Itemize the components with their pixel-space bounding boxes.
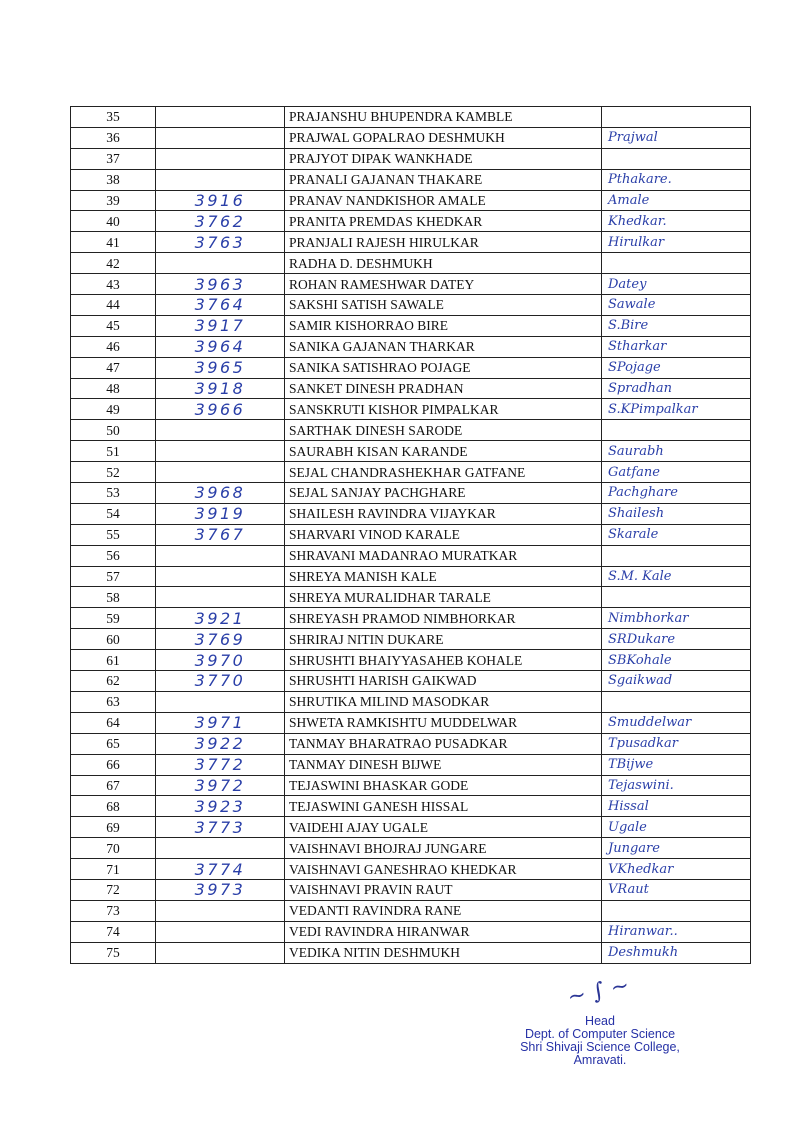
serial-number-cell: 64 bbox=[71, 712, 156, 733]
signature-cell: Sgaikwad bbox=[602, 671, 751, 692]
serial-number-cell: 70 bbox=[71, 838, 156, 859]
serial-number-cell: 71 bbox=[71, 859, 156, 880]
table-row bbox=[71, 524, 751, 545]
serial-number-cell: 75 bbox=[71, 942, 156, 963]
serial-number-cell: 53 bbox=[71, 483, 156, 504]
student-name-cell: PRAJANSHU BHUPENDRA KAMBLE bbox=[285, 107, 602, 128]
student-name-cell: PRAJYOT DIPAK WANKHADE bbox=[285, 148, 602, 169]
roll-number-cell: 3964 bbox=[156, 336, 285, 357]
student-name-cell: SHREYA MURALIDHAR TARALE bbox=[285, 587, 602, 608]
serial-number-cell: 62 bbox=[71, 671, 156, 692]
table-row bbox=[71, 691, 751, 712]
student-name-cell: SAMIR KISHORRAO BIRE bbox=[285, 315, 602, 336]
student-name-cell: VEDI RAVINDRA HIRANWAR bbox=[285, 921, 602, 942]
serial-number-cell: 58 bbox=[71, 587, 156, 608]
roll-number-cell bbox=[156, 107, 285, 128]
table-row bbox=[71, 274, 751, 295]
serial-number-cell: 42 bbox=[71, 253, 156, 274]
table-row bbox=[71, 942, 751, 963]
table-row bbox=[71, 775, 751, 796]
serial-number-cell: 68 bbox=[71, 796, 156, 817]
signature-cell: Shailesh bbox=[602, 503, 751, 524]
roll-number-cell: 3963 bbox=[156, 274, 285, 295]
roll-number-cell: 3918 bbox=[156, 378, 285, 399]
table-row bbox=[71, 650, 751, 671]
serial-number-cell: 73 bbox=[71, 900, 156, 921]
table-row bbox=[71, 378, 751, 399]
student-name-cell: VAISHNAVI BHOJRAJ JUNGARE bbox=[285, 838, 602, 859]
roll-number-cell bbox=[156, 148, 285, 169]
serial-number-cell: 59 bbox=[71, 608, 156, 629]
roll-number-cell: 3919 bbox=[156, 503, 285, 524]
student-name-cell: SAURABH KISAN KARANDE bbox=[285, 441, 602, 462]
student-name-cell: TANMAY DINESH BIJWE bbox=[285, 754, 602, 775]
student-name-cell: SANIKA GAJANAN THARKAR bbox=[285, 336, 602, 357]
student-name-cell: SHARVARI VINOD KARALE bbox=[285, 524, 602, 545]
serial-number-cell: 51 bbox=[71, 441, 156, 462]
roll-number-cell: 3970 bbox=[156, 650, 285, 671]
student-name-cell: SANKET DINESH PRADHAN bbox=[285, 378, 602, 399]
table-row bbox=[71, 587, 751, 608]
table-row bbox=[71, 190, 751, 211]
signature-cell: Khedkar. bbox=[602, 211, 751, 232]
serial-number-cell: 54 bbox=[71, 503, 156, 524]
serial-number-cell: 74 bbox=[71, 921, 156, 942]
table-row bbox=[71, 566, 751, 587]
signature-cell: SRDukare bbox=[602, 629, 751, 650]
signature-cell bbox=[602, 148, 751, 169]
signature-cell: Hissal bbox=[602, 796, 751, 817]
student-name-cell: PRANJALI RAJESH HIRULKAR bbox=[285, 232, 602, 253]
student-name-cell: SARTHAK DINESH SARODE bbox=[285, 420, 602, 441]
student-name-cell: SHWETA RAMKISHTU MUDDELWAR bbox=[285, 712, 602, 733]
roll-number-cell: 3965 bbox=[156, 357, 285, 378]
student-name-cell: SHRAVANI MADANRAO MURATKAR bbox=[285, 545, 602, 566]
table-row bbox=[71, 733, 751, 754]
roll-number-cell bbox=[156, 253, 285, 274]
attendance-table bbox=[70, 106, 751, 964]
roll-number-cell: 3923 bbox=[156, 796, 285, 817]
serial-number-cell: 37 bbox=[71, 148, 156, 169]
serial-number-cell: 57 bbox=[71, 566, 156, 587]
stamp-college: Shri Shivaji Science College, bbox=[520, 1040, 680, 1054]
head-stamp bbox=[500, 972, 700, 1067]
roll-number-cell: 3764 bbox=[156, 295, 285, 316]
serial-number-cell: 36 bbox=[71, 127, 156, 148]
signature-cell: Tpusadkar bbox=[602, 733, 751, 754]
table-row bbox=[71, 754, 751, 775]
student-name-cell: TEJASWINI GANESH HISSAL bbox=[285, 796, 602, 817]
student-name-cell: SHREYA MANISH KALE bbox=[285, 566, 602, 587]
serial-number-cell: 55 bbox=[71, 524, 156, 545]
serial-number-cell: 56 bbox=[71, 545, 156, 566]
student-name-cell: SHRIRAJ NITIN DUKARE bbox=[285, 629, 602, 650]
table-row bbox=[71, 921, 751, 942]
table-row bbox=[71, 420, 751, 441]
table-row bbox=[71, 357, 751, 378]
table-row bbox=[71, 295, 751, 316]
roll-number-cell bbox=[156, 587, 285, 608]
roll-number-cell: 3762 bbox=[156, 211, 285, 232]
signature-cell: Amale bbox=[602, 190, 751, 211]
table-row bbox=[71, 169, 751, 190]
table-row bbox=[71, 859, 751, 880]
student-name-cell: PRANITA PREMDAS KHEDKAR bbox=[285, 211, 602, 232]
signature-cell: S.M. Kale bbox=[602, 566, 751, 587]
roll-number-cell: 3921 bbox=[156, 608, 285, 629]
signature-cell: Skarale bbox=[602, 524, 751, 545]
signature-cell: Smuddelwar bbox=[602, 712, 751, 733]
table-row bbox=[71, 253, 751, 274]
serial-number-cell: 44 bbox=[71, 295, 156, 316]
serial-number-cell: 45 bbox=[71, 315, 156, 336]
stamp-title: Head bbox=[585, 1014, 615, 1028]
serial-number-cell: 48 bbox=[71, 378, 156, 399]
signature-cell: Datey bbox=[602, 274, 751, 295]
serial-number-cell: 47 bbox=[71, 357, 156, 378]
student-name-cell: SEJAL SANJAY PACHGHARE bbox=[285, 483, 602, 504]
signature-cell: TBijwe bbox=[602, 754, 751, 775]
serial-number-cell: 67 bbox=[71, 775, 156, 796]
table-row bbox=[71, 503, 751, 524]
serial-number-cell: 66 bbox=[71, 754, 156, 775]
signature-cell bbox=[602, 545, 751, 566]
roll-number-cell: 3770 bbox=[156, 671, 285, 692]
signature-cell: SPojage bbox=[602, 357, 751, 378]
roll-number-cell: 3973 bbox=[156, 879, 285, 900]
serial-number-cell: 41 bbox=[71, 232, 156, 253]
table-row bbox=[71, 211, 751, 232]
student-name-cell: ROHAN RAMESHWAR DATEY bbox=[285, 274, 602, 295]
roll-number-cell: 3774 bbox=[156, 859, 285, 880]
table-row bbox=[71, 148, 751, 169]
student-name-cell: SHRUTIKA MILIND MASODKAR bbox=[285, 691, 602, 712]
roll-number-cell bbox=[156, 942, 285, 963]
student-name-cell: SANIKA SATISHRAO POJAGE bbox=[285, 357, 602, 378]
serial-number-cell: 60 bbox=[71, 629, 156, 650]
table-row bbox=[71, 838, 751, 859]
signature-cell bbox=[602, 253, 751, 274]
stamp-city: Amravati. bbox=[573, 1053, 627, 1067]
stamp-department: Dept. of Computer Science bbox=[524, 1027, 676, 1041]
signature-cell: Jungare bbox=[602, 838, 751, 859]
signature-cell: Spradhan bbox=[602, 378, 751, 399]
signature-cell: Sawale bbox=[602, 295, 751, 316]
signature-cell: VRaut bbox=[602, 879, 751, 900]
serial-number-cell: 38 bbox=[71, 169, 156, 190]
signature-cell bbox=[602, 107, 751, 128]
table-row bbox=[71, 629, 751, 650]
signature-cell: Saurabh bbox=[602, 441, 751, 462]
roll-number-cell: 3763 bbox=[156, 232, 285, 253]
roll-number-cell: 3769 bbox=[156, 629, 285, 650]
student-name-cell: SHREYASH PRAMOD NIMBHORKAR bbox=[285, 608, 602, 629]
student-name-cell: VAISHNAVI GANESHRAO KHEDKAR bbox=[285, 859, 602, 880]
table-row bbox=[71, 671, 751, 692]
signature-cell: Gatfane bbox=[602, 462, 751, 483]
serial-number-cell: 49 bbox=[71, 399, 156, 420]
student-name-cell: TEJASWINI BHASKAR GODE bbox=[285, 775, 602, 796]
serial-number-cell: 46 bbox=[71, 336, 156, 357]
serial-number-cell: 50 bbox=[71, 420, 156, 441]
roll-number-cell: 3772 bbox=[156, 754, 285, 775]
table-row bbox=[71, 545, 751, 566]
roll-number-cell bbox=[156, 921, 285, 942]
student-name-cell: PRAJWAL GOPALRAO DESHMUKH bbox=[285, 127, 602, 148]
student-name-cell: PRANAV NANDKISHOR AMALE bbox=[285, 190, 602, 211]
signature-cell: Deshmukh bbox=[602, 942, 751, 963]
table-row bbox=[71, 462, 751, 483]
signature-cell bbox=[602, 587, 751, 608]
student-name-cell: TANMAY BHARATRAO PUSADKAR bbox=[285, 733, 602, 754]
serial-number-cell: 39 bbox=[71, 190, 156, 211]
roll-number-cell: 3968 bbox=[156, 483, 285, 504]
roll-number-cell: 3773 bbox=[156, 817, 285, 838]
student-name-cell: SHAILESH RAVINDRA VIJAYKAR bbox=[285, 503, 602, 524]
student-name-cell: PRANALI GAJANAN THAKARE bbox=[285, 169, 602, 190]
student-name-cell: VAIDEHI AJAY UGALE bbox=[285, 817, 602, 838]
serial-number-cell: 69 bbox=[71, 817, 156, 838]
serial-number-cell: 43 bbox=[71, 274, 156, 295]
student-name-cell: VEDIKA NITIN DESHMUKH bbox=[285, 942, 602, 963]
table-row bbox=[71, 441, 751, 462]
table-row bbox=[71, 336, 751, 357]
signature-cell bbox=[602, 420, 751, 441]
roll-number-cell bbox=[156, 441, 285, 462]
attendance-rows bbox=[71, 107, 751, 964]
serial-number-cell: 52 bbox=[71, 462, 156, 483]
signature-cell: Stharkar bbox=[602, 336, 751, 357]
table-row bbox=[71, 232, 751, 253]
table-row bbox=[71, 399, 751, 420]
signature-cell bbox=[602, 691, 751, 712]
signature-cell: Ugale bbox=[602, 817, 751, 838]
roll-number-cell: 3767 bbox=[156, 524, 285, 545]
student-name-cell: SHRUSHTI BHAIYYASAHEB KOHALE bbox=[285, 650, 602, 671]
signature-cell: S.KPimpalkar bbox=[602, 399, 751, 420]
serial-number-cell: 63 bbox=[71, 691, 156, 712]
signature-cell: Pthakare. bbox=[602, 169, 751, 190]
signature-cell: Hirulkar bbox=[602, 232, 751, 253]
roll-number-cell bbox=[156, 838, 285, 859]
table-row bbox=[71, 817, 751, 838]
roll-number-cell: 3917 bbox=[156, 315, 285, 336]
student-name-cell: RADHA D. DESHMUKH bbox=[285, 253, 602, 274]
roll-number-cell bbox=[156, 462, 285, 483]
head-signature: ~ ∫ ~ bbox=[565, 972, 632, 1011]
roll-number-cell: 3972 bbox=[156, 775, 285, 796]
table-row bbox=[71, 712, 751, 733]
table-row bbox=[71, 107, 751, 128]
table-row bbox=[71, 900, 751, 921]
serial-number-cell: 72 bbox=[71, 879, 156, 900]
table-row bbox=[71, 127, 751, 148]
student-name-cell: SEJAL CHANDRASHEKHAR GATFANE bbox=[285, 462, 602, 483]
roll-number-cell: 3971 bbox=[156, 712, 285, 733]
roll-number-cell bbox=[156, 169, 285, 190]
roll-number-cell bbox=[156, 127, 285, 148]
roll-number-cell: 3966 bbox=[156, 399, 285, 420]
serial-number-cell: 65 bbox=[71, 733, 156, 754]
table-row bbox=[71, 879, 751, 900]
table-row bbox=[71, 483, 751, 504]
signature-cell: VKhedkar bbox=[602, 859, 751, 880]
signature-cell: SBKohale bbox=[602, 650, 751, 671]
signature-cell: Hiranwar.. bbox=[602, 921, 751, 942]
student-name-cell: SHRUSHTI HARISH GAIKWAD bbox=[285, 671, 602, 692]
roll-number-cell bbox=[156, 566, 285, 587]
signature-cell bbox=[602, 900, 751, 921]
table-row bbox=[71, 608, 751, 629]
student-name-cell: SANSKRUTI KISHOR PIMPALKAR bbox=[285, 399, 602, 420]
student-name-cell: VAISHNAVI PRAVIN RAUT bbox=[285, 879, 602, 900]
roll-number-cell bbox=[156, 900, 285, 921]
signature-cell: Tejaswini. bbox=[602, 775, 751, 796]
table-row bbox=[71, 796, 751, 817]
signature-cell: S.Bire bbox=[602, 315, 751, 336]
table-row bbox=[71, 315, 751, 336]
roll-number-cell bbox=[156, 420, 285, 441]
signature-cell: Nimbhorkar bbox=[602, 608, 751, 629]
student-name-cell: SAKSHI SATISH SAWALE bbox=[285, 295, 602, 316]
roll-number-cell bbox=[156, 691, 285, 712]
signature-cell: Pachghare bbox=[602, 483, 751, 504]
serial-number-cell: 40 bbox=[71, 211, 156, 232]
roll-number-cell: 3916 bbox=[156, 190, 285, 211]
signature-cell: Prajwal bbox=[602, 127, 751, 148]
serial-number-cell: 61 bbox=[71, 650, 156, 671]
student-name-cell: VEDANTI RAVINDRA RANE bbox=[285, 900, 602, 921]
roll-number-cell bbox=[156, 545, 285, 566]
serial-number-cell: 35 bbox=[71, 107, 156, 128]
roll-number-cell: 3922 bbox=[156, 733, 285, 754]
